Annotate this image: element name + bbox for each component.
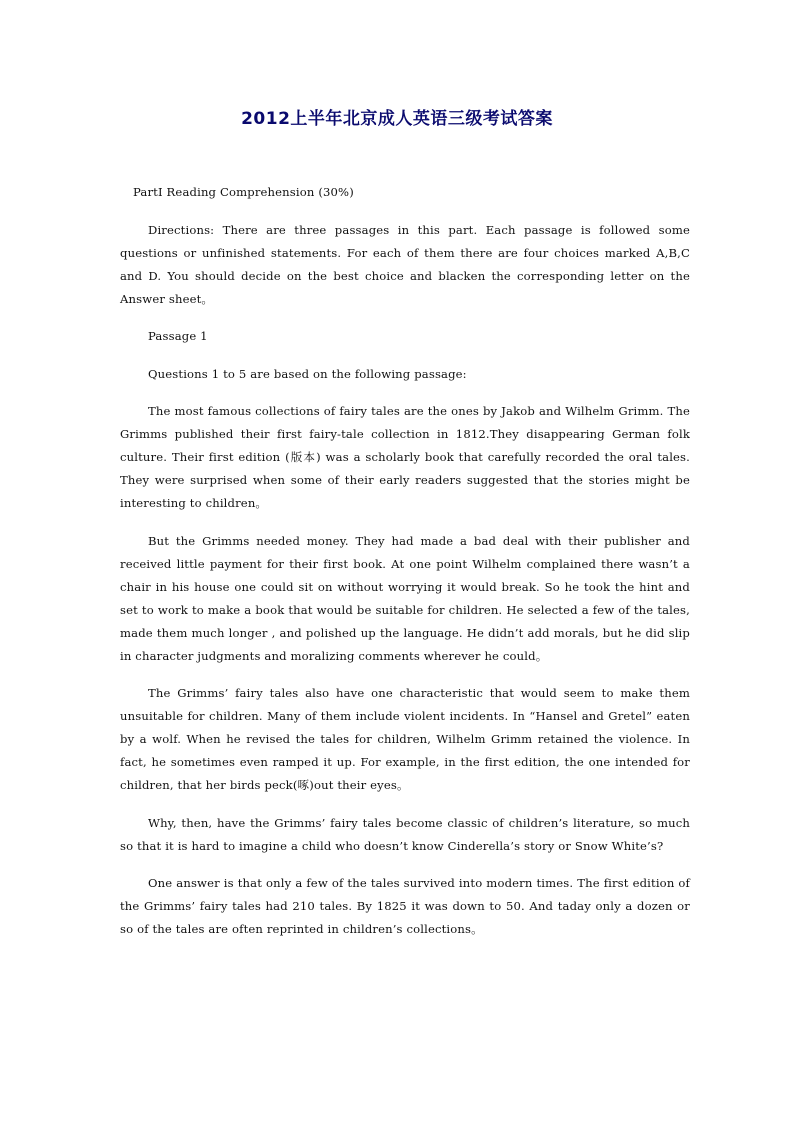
directions-paragraph: Directions: There are three passages in this part. Each passage is followed some questions or unfinished statements. For each of them there are four choices marked A,B,C and D. You should decide on the best choice and blacken the corresponding letter on the Answer sheet。 xyxy=(120,222,690,306)
passage-paragraph-2: But the Grimms needed money. They had made a bad deal with their publisher and received little payment for their first book. At one point Wilhelm complained there wasn’t a chair in his house one could sit on without worrying it would break. So he took the hint and set to work to make a book that would be suitable for children. He selected a few of the tales, made them much longer , and polished up the language. He didn’t add morals, but he did slip in character judgments and moralizing comments wherever he could。 xyxy=(120,533,690,663)
passage-paragraph-4: Why, then, have the Grimms’ fairy tales become classic of children’s literature, so much so that it is hard to imagine a child who doesn’t know Cinderella’s story or Snow White’s? xyxy=(120,815,690,853)
passage-paragraph-3: The Grimms’ fairy tales also have one characteristic that would seem to make them unsuitable for children. Many of them include violent incidents. In “Hansel and Gretel” eaten by a wolf. When he revised the tales for children, Wilhelm Grimm retained the violence. In fact, he sometimes even ramped it up. For example, in the first edition, the one intended for children, that her birds peck(啄)out their eyes。 xyxy=(120,686,690,792)
document-title: 2012上半年北京成人英语三级考试答案 xyxy=(241,109,553,129)
questions-intro: Questions 1 to 5 are based on the following passage: xyxy=(148,366,467,381)
part-heading: PartⅠ Reading Comprehension (30%) xyxy=(133,185,354,199)
document-body xyxy=(120,181,690,956)
passage-paragraph-5: One answer is that only a few of the tales survived into modern times. The first edition of the Grimms’ fairy tales had 210 tales. By 1825 it was down to 50. And taday only a dozen or so of the tales are often reprinted in children’s collections。 xyxy=(120,876,690,936)
passage-label: Passage 1 xyxy=(148,329,208,343)
passage-paragraph-1: The most famous collections of fairy tales are the ones by Jakob and Wilhelm Grimm. The Grimms published their first fairy-tale collection in 1812.They disappearing German folk culture. Their first edition (版本) was a scholarly book that carefully recorded the oral tales. They were surprised when some of their early readers suggested that the stories might be interesting to children。 xyxy=(120,404,690,510)
